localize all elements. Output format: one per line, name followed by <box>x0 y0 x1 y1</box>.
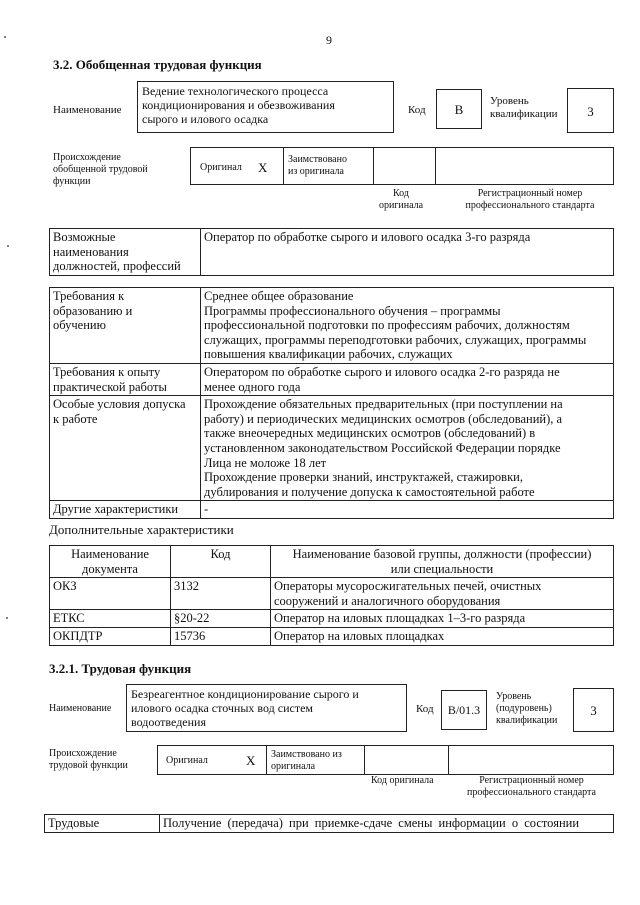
origin-box <box>190 147 614 185</box>
requirement-row <box>50 288 614 364</box>
requirement-label: Особые условия допуска к работе <box>50 396 201 501</box>
tf-level-box <box>573 688 614 732</box>
level-value: 3 <box>587 104 594 119</box>
tf-original-label: Оригинал <box>166 755 208 766</box>
level-label: Уровень квалификации <box>490 95 558 120</box>
tf-reg-number-label: Регистрационный номер профессионального стандарта <box>467 775 596 798</box>
scan-speck <box>4 36 6 38</box>
tf-code-original-label: Код оригинала <box>371 775 434 786</box>
additional-cell: Оператор на иловых площадках 1–3-го разряда <box>271 610 614 628</box>
additional-cell: Оператор на иловых площадках <box>271 627 614 645</box>
reg-number-label: Регистрационный номер профессионального стандарта <box>465 188 595 211</box>
requirement-label: Другие характеристики <box>50 501 201 519</box>
tf-origin-label: Происхождение трудовой функции <box>49 748 128 771</box>
table-row <box>50 578 614 610</box>
tf-name-value-box <box>126 684 407 732</box>
tf-level-value: 3 <box>590 703 597 718</box>
possible-names-table <box>49 228 614 276</box>
labor-actions-table <box>44 814 614 833</box>
scan-speck <box>6 617 8 619</box>
requirement-row <box>50 396 614 501</box>
additional-header-document: Наименование документа <box>50 546 171 578</box>
code-box <box>436 89 482 129</box>
labor-actions-value: Получение (передача) при приемке-сдаче смены информации о состоянии <box>160 815 614 833</box>
additional-cell: Операторы мусоросжигательных печей, очистных сооружений и аналогичного оборудования <box>271 578 614 610</box>
requirement-value: Среднее общее образование Программы профессионального обучения – программы профессиональной подготовки по профессиям рабочих, должностям служащих, программы переподготовки рабочих, служащих, программы повышения квалификации рабочих, служащих <box>201 288 614 364</box>
origin-label: Происхождение обобщенной трудовой функции <box>53 152 148 187</box>
borrowed-label: Заимствовано из оригинала <box>288 154 347 177</box>
page-number: 9 <box>326 33 332 47</box>
name-label: Наименование <box>53 104 122 116</box>
additional-header-code: Код <box>171 546 271 578</box>
subsection-heading: 3.2.1. Трудовая функция <box>49 661 192 676</box>
original-label: Оригинал <box>200 162 242 173</box>
tf-code-box <box>441 690 487 730</box>
level-box <box>567 88 614 133</box>
tf-level-label: Уровень (подуровень) квалификации <box>496 691 558 726</box>
additional-title: Дополнительные характеристики <box>49 522 234 537</box>
possible-names-value: Оператор по обработке сырого и илового осадка 3-го разряда <box>201 229 614 276</box>
code-original-label: Код оригинала <box>378 188 424 211</box>
table-row <box>50 627 614 645</box>
requirement-row <box>50 363 614 395</box>
additional-cell: 15736 <box>171 627 271 645</box>
code-label: Код <box>408 104 426 116</box>
additional-cell: 3132 <box>171 578 271 610</box>
requirement-label: Требования к образованию и обучению <box>50 288 201 364</box>
name-value-box <box>137 81 394 133</box>
tf-name-label: Наименование <box>49 703 112 714</box>
possible-names-label: Возможные наименования должностей, профессий <box>50 229 201 276</box>
additional-cell: ОКЗ <box>50 578 171 610</box>
requirement-value: - <box>201 501 614 519</box>
tf-borrowed-label: Заимствовано из оригинала <box>271 749 342 772</box>
table-row <box>50 610 614 628</box>
additional-cell: ОКПДТР <box>50 627 171 645</box>
labor-actions-label: Трудовые <box>45 815 160 833</box>
scan-speck <box>7 245 9 247</box>
tf-code-value: В/01.3 <box>447 703 481 717</box>
additional-header-row <box>50 546 614 578</box>
requirement-row <box>50 501 614 519</box>
additional-cell: §20-22 <box>171 610 271 628</box>
requirement-value: Оператором по обработке сырого и илового осадка 2-го разряда не менее одного года <box>201 363 614 395</box>
tf-name-value: Безреагентное кондиционирование сырого и илового осадка сточных вод систем водоотведения <box>131 687 359 729</box>
tf-original-mark: X <box>246 753 256 768</box>
additional-cell: ЕТКС <box>50 610 171 628</box>
additional-header-name: Наименование базовой группы, должности (профессии) или специальности <box>271 546 614 578</box>
code-value: В <box>454 102 464 117</box>
requirement-label: Требования к опыту практической работы <box>50 363 201 395</box>
tf-origin-box <box>157 745 614 775</box>
tf-code-label: Код <box>416 703 434 715</box>
original-mark: X <box>258 160 268 175</box>
section-heading: 3.2. Обобщенная трудовая функция <box>53 57 262 72</box>
additional-table <box>49 545 614 646</box>
name-value: Ведение технологического процесса кондиционирования и обезвоживания сырого и илового осадка <box>142 84 335 126</box>
requirements-table <box>49 287 614 519</box>
requirement-value: Прохождение обязательных предварительных (при поступлении на работу) и периодических медицинских осмотров (обследований), а также внеочередных медицинских осмотров (обследований) в установленном законодательством Российской Федерации порядке Лица не моложе 18 лет Прохождение проверки знаний, инструктажей, стажировки, дублирования и получение допуска к самостоятельной работе <box>201 396 614 501</box>
